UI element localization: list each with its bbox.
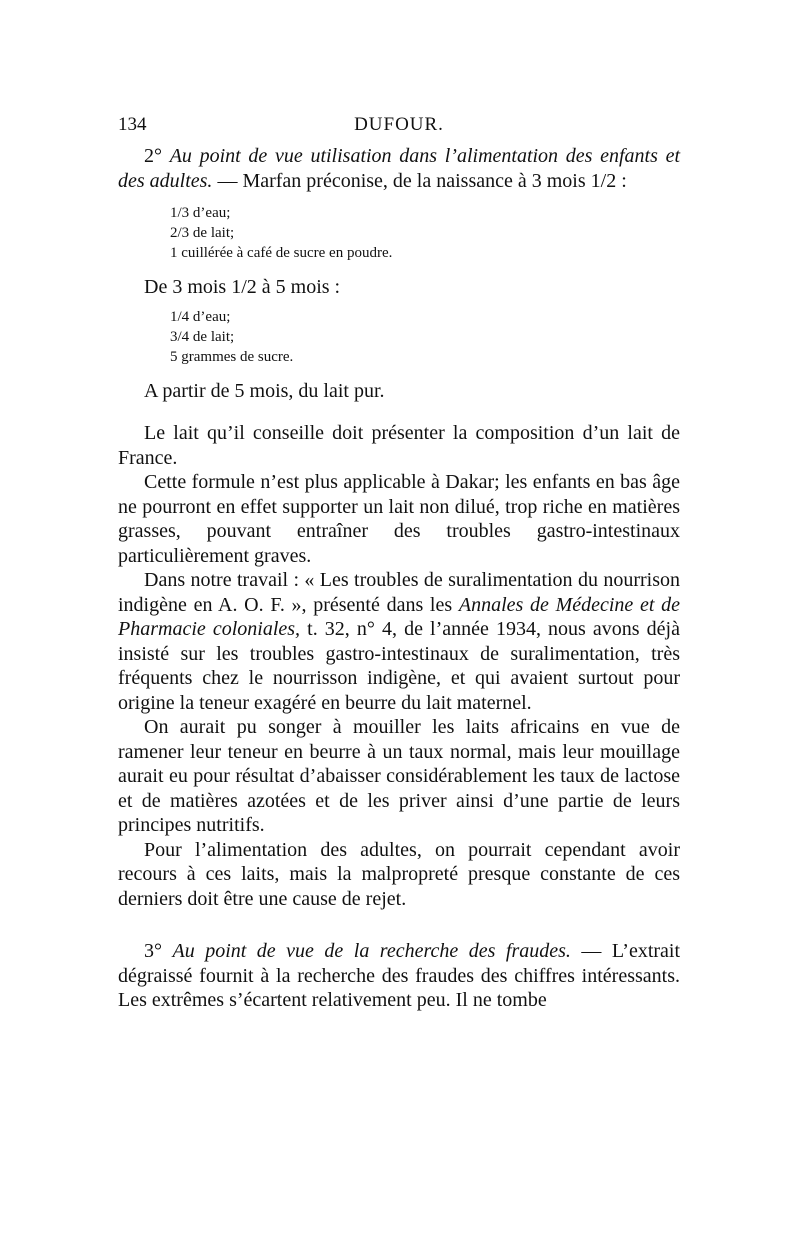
page-number: 134 — [118, 114, 147, 135]
section-2-number: 2° — [144, 145, 162, 167]
paragraph-citation — [118, 568, 680, 715]
section-3-number: 3° — [144, 940, 162, 962]
formula-list-2 — [170, 307, 680, 367]
journal-title: Annales de Médecine et de Pharmacie coloniales, — [118, 593, 680, 640]
paragraph: Cette formule n’est plus applicable à Dakar; les enfants en bas âge ne pourront en effet supporter un lait non dilué, trop riche en matières grasses, pouvant entraîner des troubles gastro-intestinaux particulièrement graves. — [118, 471, 680, 567]
paragraph: On aurait pu songer à mouiller les laits africains en vue de ramener leur teneur en beurre à un taux normal, mais leur mouillage aurait eu pour résultat d’abaisser considérablement les taux de lactose et de matières azotées et de les priver ainsi d’une partie de leurs principes nutritifs. — [118, 716, 680, 836]
section-2-lead: — Marfan préconise, de la naissance à 3 mois 1/2 : — [217, 169, 627, 192]
paragraph: Pour l’alimentation des adultes, on pourrait cependant avoir recours à ces laits, mais la malpropreté presque constante de ces derniers doit être une cause de rejet. — [118, 838, 680, 910]
list-item: 1 cuillérée à café de sucre en poudre. — [170, 245, 393, 261]
section-3-heading — [118, 939, 680, 1013]
citation-start: Dans notre travail : « Les troubles de suralimentation du nourrison indigène en A. O. F. », présenté dans les — [118, 569, 680, 616]
list-item: 2/3 de lait; — [170, 225, 235, 241]
section-3-text: — L’extrait dégraissé fournit à la recherche des fraudes des chiffres intéressants. Les extrêmes s’écartent relativement peu. Il ne tombe — [118, 940, 681, 1011]
list-item: 1/3 d’eau; — [170, 205, 231, 221]
paragraph: Le lait qu’il conseille doit présenter la composition d’un lait de France. — [118, 422, 680, 469]
list-item: 5 grammes de sucre. — [170, 349, 294, 365]
list-item: 1/4 d’eau; — [170, 309, 231, 325]
pure-milk-line: A partir de 5 mois, du lait pur. — [144, 380, 385, 402]
running-head: DUFOUR. — [354, 114, 444, 135]
page — [118, 108, 680, 1013]
section-3-title: Au point de vue de la recherche des fraudes. — [172, 940, 571, 962]
age-range-line: De 3 mois 1/2 à 5 mois : — [144, 276, 341, 298]
formula-list-1 — [170, 203, 680, 263]
section-2-heading — [118, 144, 680, 193]
citation-end: t. 32, n° 4, de l’année 1934, nous avons déjà insisté sur les troubles gastro-intestinaux de suralimentation, très fréquents chez le nourrisson indigène, et qui avaient surtout pour origine la teneur exagéré en beurre du lait maternel. — [118, 618, 680, 714]
page-header — [118, 108, 680, 144]
section-2-title: Au point de vue utilisation dans l’alimentation des enfants et des adultes. — [118, 145, 681, 192]
list-item: 3/4 de lait; — [170, 329, 235, 345]
